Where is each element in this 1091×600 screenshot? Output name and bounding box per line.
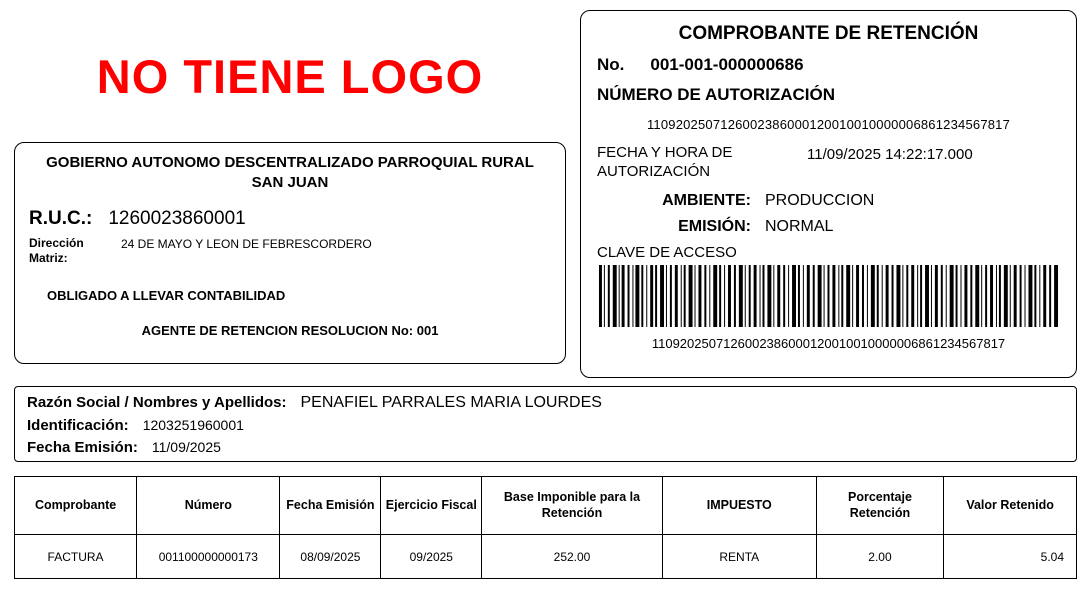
- receiver-id-value: 1203251960001: [142, 417, 244, 433]
- document-info-box: [580, 10, 1077, 378]
- column-header-impuesto: IMPUESTO: [662, 477, 816, 535]
- accounting-obligation-note: OBLIGADO A LLEVAR CONTABILIDAD: [47, 287, 286, 303]
- receiver-date-value: 11/09/2025: [151, 439, 221, 455]
- receiver-id-row: [27, 417, 1064, 434]
- receiver-name-row: [27, 394, 1064, 412]
- authorization-date-label: FECHA Y HORA DE AUTORIZACIÓN: [597, 144, 733, 180]
- cell-fecha-emision: 08/09/2025: [280, 535, 381, 579]
- cell-porcentaje: 2.00: [816, 535, 943, 579]
- issuer-column: [14, 10, 566, 364]
- barcode-image: [597, 265, 1060, 327]
- column-header-numero: Número: [137, 477, 280, 535]
- retention-detail-table: [14, 476, 1077, 579]
- receiver-date-row: [27, 439, 1064, 456]
- cell-ejercicio-fiscal: 09/2025: [381, 535, 482, 579]
- receiver-name-label: Razón Social / Nombres y Apellidos:: [27, 394, 287, 411]
- issuer-address-label: Dirección Matriz:: [29, 235, 84, 265]
- access-key-label: CLAVE DE ACCESO: [597, 243, 737, 261]
- emision-value: NORMAL: [765, 217, 834, 235]
- retention-agent-note: AGENTE DE RETENCION RESOLUCION No: 001: [141, 322, 439, 338]
- authorization-title: NÚMERO DE AUTORIZACIÓN: [597, 85, 835, 104]
- cell-impuesto: RENTA: [662, 535, 816, 579]
- table-header-row: [15, 477, 1077, 535]
- ambiente-value: PRODUCCION: [765, 191, 875, 209]
- receiver-date-label: Fecha Emisión:: [27, 439, 138, 456]
- column-header-ejercicio-fiscal: Ejercicio Fiscal: [381, 477, 482, 535]
- column-header-porcentaje: Porcentaje Retención: [816, 477, 943, 535]
- document-title: COMPROBANTE DE RETENCIÓN: [678, 23, 979, 44]
- authorization-date-value: 11/09/2025 14:22:17.000: [807, 146, 973, 163]
- column-header-fecha-emision: Fecha Emisión: [280, 477, 381, 535]
- issuer-name: GOBIERNO AUTONOMO DESCENTRALIZADO PARROQUIAL RURAL SAN JUAN: [46, 154, 534, 192]
- receiver-info-box: [14, 386, 1077, 462]
- receiver-name-value: PENAFIEL PARRALES MARIA LOURDES: [300, 394, 602, 411]
- issuer-info-box: [14, 142, 566, 364]
- document-column: [580, 10, 1077, 378]
- document-number-label: No.: [597, 55, 625, 74]
- logo-area: [14, 10, 566, 142]
- emision-label: EMISIÓN:: [678, 217, 751, 235]
- ambiente-row: [597, 192, 1060, 210]
- issuer-ruc-value: 1260023860001: [108, 207, 246, 229]
- header-section: [14, 10, 1077, 378]
- column-header-comprobante: Comprobante: [15, 477, 137, 535]
- cell-numero: 001100000000173: [137, 535, 280, 579]
- table-row: [15, 535, 1077, 579]
- receiver-id-label: Identificación:: [27, 417, 129, 434]
- document-number-row: [597, 55, 1060, 75]
- authorization-number: 1109202507126002386000120010010000006861234567817: [646, 117, 1011, 132]
- authorization-date-row: [597, 144, 1060, 182]
- access-key-value: 1109202507126002386000120010010000006861234567817: [651, 335, 1006, 351]
- ambiente-label: AMBIENTE:: [662, 191, 751, 209]
- cell-comprobante: FACTURA: [15, 535, 137, 579]
- document-number-value: 001-001-000000686: [650, 55, 804, 74]
- column-header-valor-retenido: Valor Retenido: [944, 477, 1077, 535]
- cell-valor-retenido: 5.04: [944, 535, 1077, 579]
- column-header-base-imponible: Base Imponible para la Retención: [482, 477, 663, 535]
- issuer-address-value: 24 DE MAYO Y LEON DE FEBRESCORDERO: [121, 236, 372, 251]
- emision-row: [597, 218, 1060, 236]
- no-logo-text: NO TIENE LOGO: [96, 49, 484, 103]
- issuer-ruc-row: [29, 208, 551, 230]
- issuer-ruc-label: R.U.C.:: [29, 207, 93, 229]
- issuer-address-row: [29, 236, 551, 266]
- cell-base-imponible: 252.00: [482, 535, 663, 579]
